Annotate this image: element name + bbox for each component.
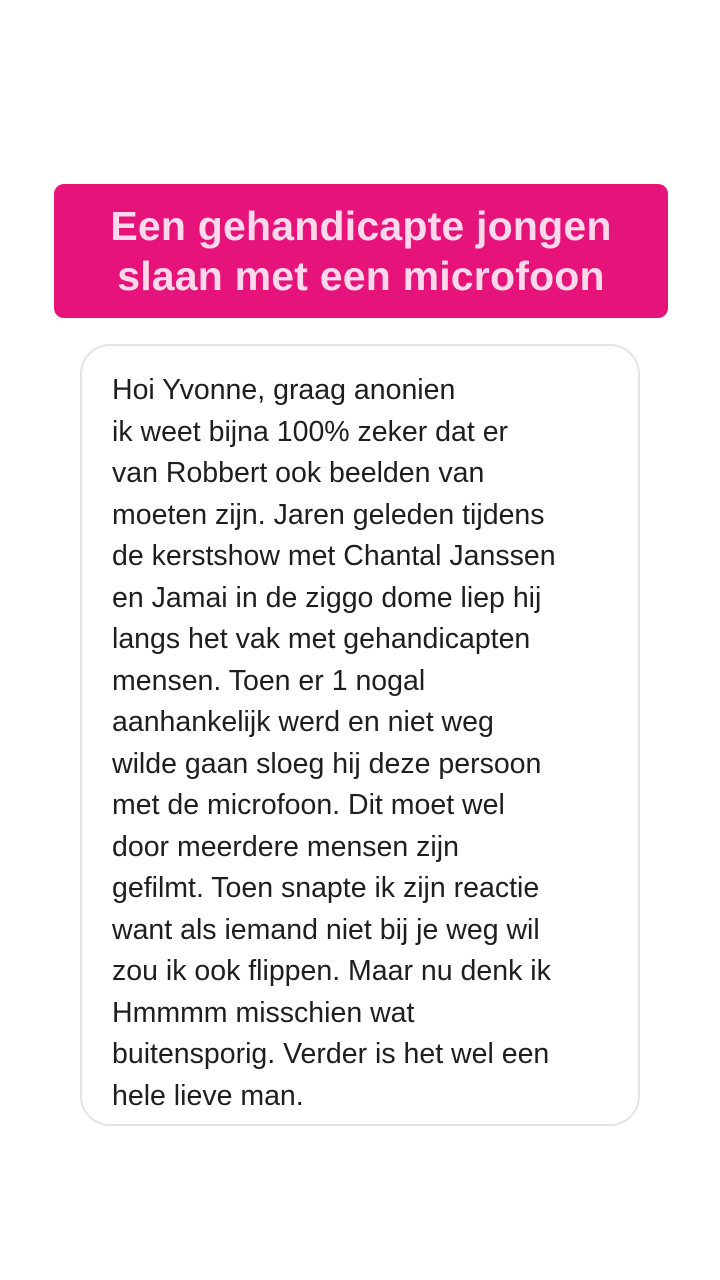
message-line: mensen. Toen er 1 nogal bbox=[112, 664, 426, 697]
message-line: de kerstshow met Chantal Janssen bbox=[112, 540, 556, 572]
message-line: Hmmmm misschien wat bbox=[112, 996, 415, 1029]
message-line: met de microfoon. Dit moet wel bbox=[112, 789, 505, 821]
message-line: aanhankelijk werd en niet weg bbox=[112, 706, 494, 738]
message-line: gefilmt. Toen snapte ik zijn reactie bbox=[112, 872, 540, 904]
message-line: zou ik ook flippen. Maar nu denk ik bbox=[112, 955, 551, 987]
message-line: ik weet bijna 100% zeker dat er bbox=[112, 415, 509, 448]
message-line: moeten zijn. Jaren geleden tijdens bbox=[112, 498, 545, 531]
headline-line: Een gehandicapte jongen bbox=[110, 203, 612, 249]
message-card bbox=[80, 344, 640, 1126]
message-line: wilde gaan sloeg hij deze persoon bbox=[112, 747, 542, 780]
message-line: hele lieve man. bbox=[112, 1079, 304, 1112]
message-line: buitensporig. Verder is het wel een bbox=[112, 1038, 550, 1070]
headline-line: slaan met een microfoon bbox=[117, 253, 605, 299]
message-line: langs het vak met gehandicapten bbox=[112, 623, 531, 655]
message-line: Hoi Yvonne, graag anonien bbox=[112, 374, 456, 406]
message-line: van Robbert ook beelden van bbox=[112, 457, 485, 489]
message-line: en Jamai in de ziggo dome liep hij bbox=[112, 581, 542, 614]
message-line: want als iemand niet bij je weg wil bbox=[112, 913, 540, 946]
headline-banner bbox=[54, 184, 668, 318]
message-line: door meerdere mensen zijn bbox=[112, 830, 459, 863]
